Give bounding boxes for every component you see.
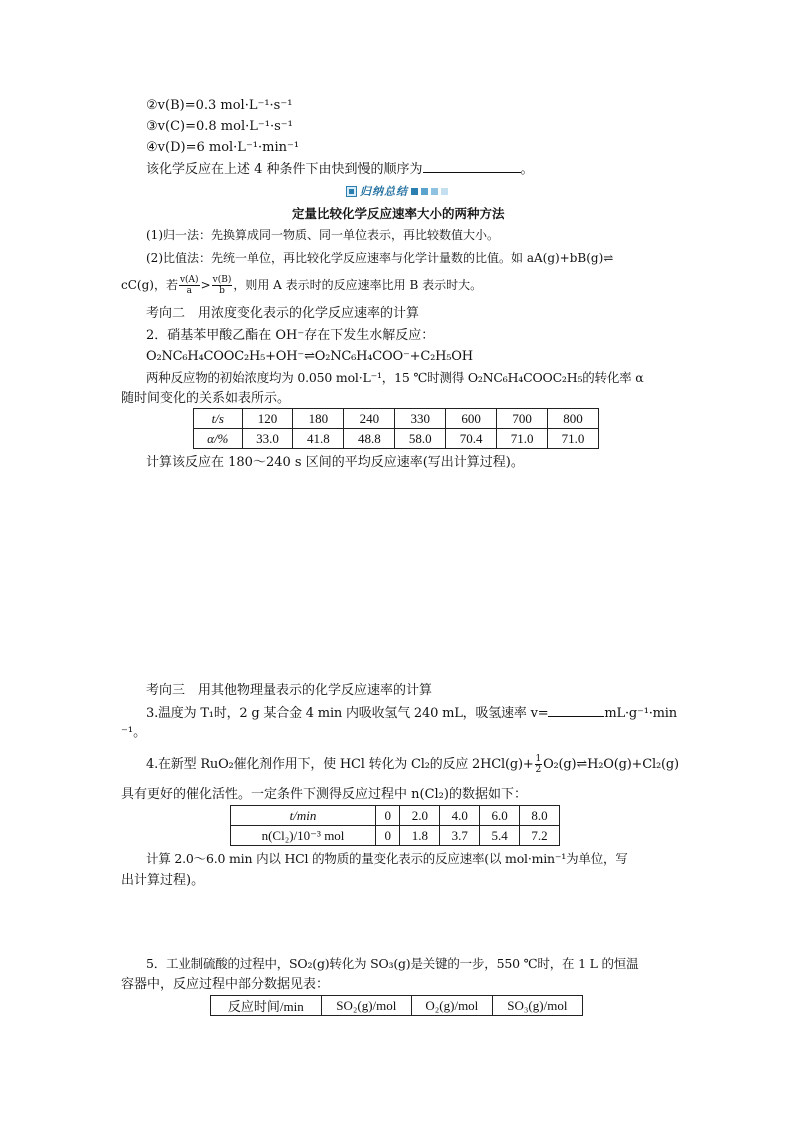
method2-pre: cC(g)，若 [121, 278, 178, 292]
table-cell: 58.0 [395, 429, 446, 449]
question-2-line3: 随时间变化的关系如表所示。 [121, 391, 291, 406]
table-cell: 4.0 [440, 806, 480, 826]
q4-frac-num: 1 [535, 754, 542, 764]
condition-b: ②v(B)=0.3 mol·L⁻¹·s⁻¹ [146, 98, 293, 113]
frac1-den: a [186, 286, 192, 296]
table2-row2-label: n(Cl₂)/10⁻³ mol [231, 826, 376, 846]
answer-blank-3[interactable] [548, 704, 604, 717]
section-2-title: 考向二 用浓度变化表示的化学反应速率的计算 [146, 306, 420, 321]
condition-d: ④v(D)=6 mol·L⁻¹·min⁻¹ [146, 140, 300, 155]
fraction-one-half [535, 754, 543, 775]
table-cell: 700 [497, 409, 548, 429]
chlorine-table [230, 805, 560, 846]
question-3-pre: 3.温度为 T₁时，2 g 某合金 4 min 内吸收氢气 240 mL，吸氢速率 v= [146, 706, 549, 721]
condition-c: ③v(C)=0.8 mol·L⁻¹·s⁻¹ [146, 119, 293, 134]
table-cell: 120 [242, 409, 293, 429]
table-cell: 1.8 [400, 826, 440, 846]
table-cell: 330 [395, 409, 446, 429]
question-2-line1: 2．硝基苯甲酸乙酯在 OH⁻存在下发生水解反应： [146, 328, 435, 343]
table-row-alpha [194, 429, 599, 449]
table-cell: 33.0 [242, 429, 293, 449]
question-2-prompt: 计算该反应在 180～240 s 区间的平均反应速率(写出计算过程)。 [146, 455, 524, 470]
table-header-row [211, 996, 583, 1016]
summary-method-2-line1: (2)比值法：先统一单位，再比较化学反应速率与化学计量数的比值。如 aA(g)+bB(g)⇌ [146, 251, 614, 265]
decor-square-2 [421, 188, 428, 195]
table-row-time [231, 806, 560, 826]
frac2-den: b [219, 286, 225, 296]
table-cell: 6.0 [480, 806, 520, 826]
question-1-prompt: 该化学反应在上述 4 种条件下由快到慢的顺序为 [146, 162, 423, 177]
q4-frac-den: 2 [535, 765, 542, 775]
table-cell: 5.4 [480, 826, 520, 846]
summary-title: 定量比较化学反应速率大小的两种方法 [292, 206, 505, 221]
question-1 [146, 160, 534, 179]
question-2-equation: O₂NC₆H₄COOC₂H₅+OH⁻⇌O₂NC₆H₄COO⁻+C₂H₅OH [146, 349, 473, 364]
table-cell: 8.0 [520, 806, 560, 826]
table-header: SO₃(g)/mol [492, 996, 582, 1016]
question-4-prompt-2: 出计算过程)。 [121, 873, 205, 888]
table-cell: 0 [376, 826, 400, 846]
section-3-title: 考向三 用其他物理量表示的化学反应速率的计算 [146, 683, 433, 698]
table-cell: 2.0 [400, 806, 440, 826]
decor-square-1 [411, 188, 418, 195]
fraction-va-a [179, 275, 200, 296]
decor-square-3 [431, 188, 438, 195]
question-3-wrap: ⁻¹。 [121, 725, 147, 740]
fraction-vb-b [212, 275, 233, 296]
table2-row1-label: t/min [231, 806, 376, 826]
answer-blank-1[interactable] [423, 160, 521, 173]
table-row-time [194, 409, 599, 429]
summary-icon [346, 186, 357, 197]
q4-post: O₂(g)⇌H₂O(g)+Cl₂(g) [543, 757, 679, 772]
frac1-num: v(A) [179, 275, 199, 285]
table-cell: 800 [548, 409, 599, 429]
question-1-end: 。 [520, 162, 534, 177]
table-header: SO₂(g)/mol [321, 996, 411, 1016]
table-cell: 70.4 [446, 429, 497, 449]
table1-row1-label: t/s [194, 409, 243, 429]
question-4-line1 [146, 752, 679, 778]
table-cell: 600 [446, 409, 497, 429]
table-cell: 48.8 [344, 429, 395, 449]
conversion-table [193, 408, 599, 449]
frac2-num: v(B) [212, 275, 232, 285]
question-4-line2: 具有更好的催化活性。一定条件下测得反应过程中 n(Cl₂)的数据如下： [121, 787, 527, 802]
decor-square-4 [441, 188, 448, 195]
gt-sign: > [200, 278, 211, 292]
q4-pre: 4.在新型 RuO₂催化剂作用下，使 HCl 转化为 Cl₂的反应 2HCl(g)+ [146, 757, 534, 772]
table1-row2-label: α/% [194, 429, 243, 449]
question-5-line2: 容器中，反应过程中部分数据见表： [121, 977, 330, 992]
table-cell: 71.0 [548, 429, 599, 449]
question-3 [146, 704, 677, 723]
summary-method-1: (1)归一法：先换算成同一物质、同一单位表示，再比较数值大小。 [146, 228, 500, 242]
table-cell: 240 [344, 409, 395, 429]
question-4-prompt-1: 计算 2.0～6.0 min 内以 HCl 的物质的量变化表示的反应速率(以 mol·min⁻¹为单位，写 [146, 851, 628, 866]
sulfur-table [210, 995, 583, 1016]
table-header: 反应时间/min [211, 996, 322, 1016]
table-row-amount [231, 826, 560, 846]
summary-method-2-line2 [121, 272, 482, 298]
question-2-line2: 两种反应物的初始浓度均为 0.050 mol·L⁻¹，15 ℃时测得 O₂NC₆H₄COOC₂H₅的转化率 α [146, 370, 644, 385]
summary-header [346, 184, 448, 198]
table-cell: 0 [376, 806, 400, 826]
table-cell: 7.2 [520, 826, 560, 846]
summary-header-label: 归纳总结 [360, 185, 408, 198]
question-5-line1: 5．工业制硫酸的过程中，SO₂(g)转化为 SO₃(g)是关键的一步，550 ℃时，在 1 L 的恒温 [146, 956, 639, 971]
table-cell: 3.7 [440, 826, 480, 846]
table-cell: 71.0 [497, 429, 548, 449]
table-cell: 180 [293, 409, 344, 429]
question-3-post: mL·g⁻¹·min [604, 706, 677, 721]
table-header: O₂(g)/mol [411, 996, 492, 1016]
method2-post: ，则用 A 表示时的反应速率比用 B 表示时大。 [233, 278, 483, 292]
table-cell: 41.8 [293, 429, 344, 449]
